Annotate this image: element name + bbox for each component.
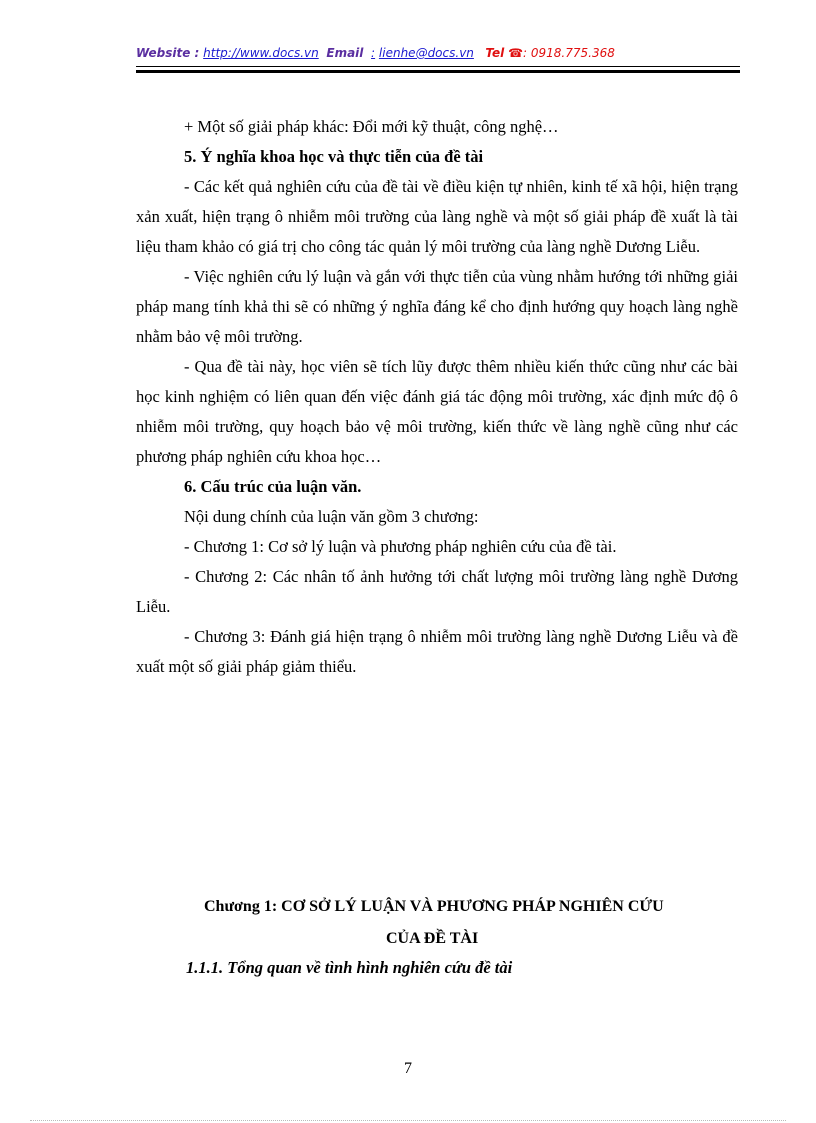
paragraph: Nội dung chính của luận văn gồm 3 chương: [184, 507, 479, 526]
section-heading-6: 6. Cấu trúc của luận văn. [184, 477, 362, 496]
tel-value: : 0918.775.368 [523, 46, 615, 60]
chapter-title-line1: Chương 1: CƠ SỞ LÝ LUẬN VÀ PHƯƠNG PHÁP NGHIÊN CỨU [204, 898, 664, 915]
page-header [136, 46, 615, 60]
page-bottom-divider [30, 1120, 786, 1121]
page-number: 7 [404, 1060, 412, 1077]
header-rule-thick [136, 70, 740, 73]
paragraph: + Một số giải pháp khác: Đổi mới kỹ thuật, công nghệ… [184, 117, 559, 136]
website-link[interactable]: http://www.docs.vn [203, 46, 319, 60]
paragraph: - Chương 1: Cơ sở lý luận và phương pháp nghiên cứu của đề tài. [184, 537, 617, 556]
paragraph: - Việc nghiên cứu lý luận và gắn với thực tiễn của vùng nhằm hướng tới những giải pháp mang tính khả thi sẽ có những ý nghĩa đáng kể cho định hướng quy hoạch làng nghề nhằm bảo vệ môi trường. [136, 267, 738, 346]
email-link[interactable]: lienhe@docs.vn [378, 46, 474, 60]
paragraph: - Các kết quả nghiên cứu của đề tài về điều kiện tự nhiên, kinh tế xã hội, hiện trạng xản xuất, hiện trạng ô nhiễm môi trường của làng nghề và một số giải pháp đề xuất là tài liệu tham khảo có giá trị cho công tác quản lý môi trường của làng nghề Dương Liễu. [136, 177, 738, 256]
paragraph: - Chương 3: Đánh giá hiện trạng ô nhiễm môi trường làng nghề Dương Liễu và đề xuất một số giải pháp giảm thiểu. [136, 627, 738, 676]
paragraph: - Qua đề tài này, học viên sẽ tích lũy được thêm nhiều kiến thức cũng như các bài học kinh nghiệm có liên quan đến việc đánh giá tác động môi trường, xác định mức độ ô nhiễm môi trường, quy hoạch bảo vệ môi trường, kiến thức về làng nghề cũng như các phương pháp nghiên cứu khoa học… [136, 357, 738, 466]
tel-label: Tel [485, 46, 505, 60]
website-label: Website : [136, 46, 200, 60]
section-heading-5: 5. Ý nghĩa khoa học và thực tiễn của đề tài [184, 147, 484, 166]
email-separator: : [371, 46, 376, 60]
subsection-heading: 1.1.1. Tổng quan về tình hình nghiên cứu đề tài [186, 958, 513, 977]
phone-icon: ☎ [508, 46, 524, 60]
paragraph: - Chương 2: Các nhân tố ảnh hưởng tới chất lượng môi trường làng nghề Dương Liễu. [136, 567, 738, 616]
chapter-title-line2: CỦA ĐỀ TÀI [386, 930, 479, 947]
header-rule-thin [136, 66, 740, 67]
page-body [136, 112, 738, 682]
email-label: Email [326, 46, 364, 60]
